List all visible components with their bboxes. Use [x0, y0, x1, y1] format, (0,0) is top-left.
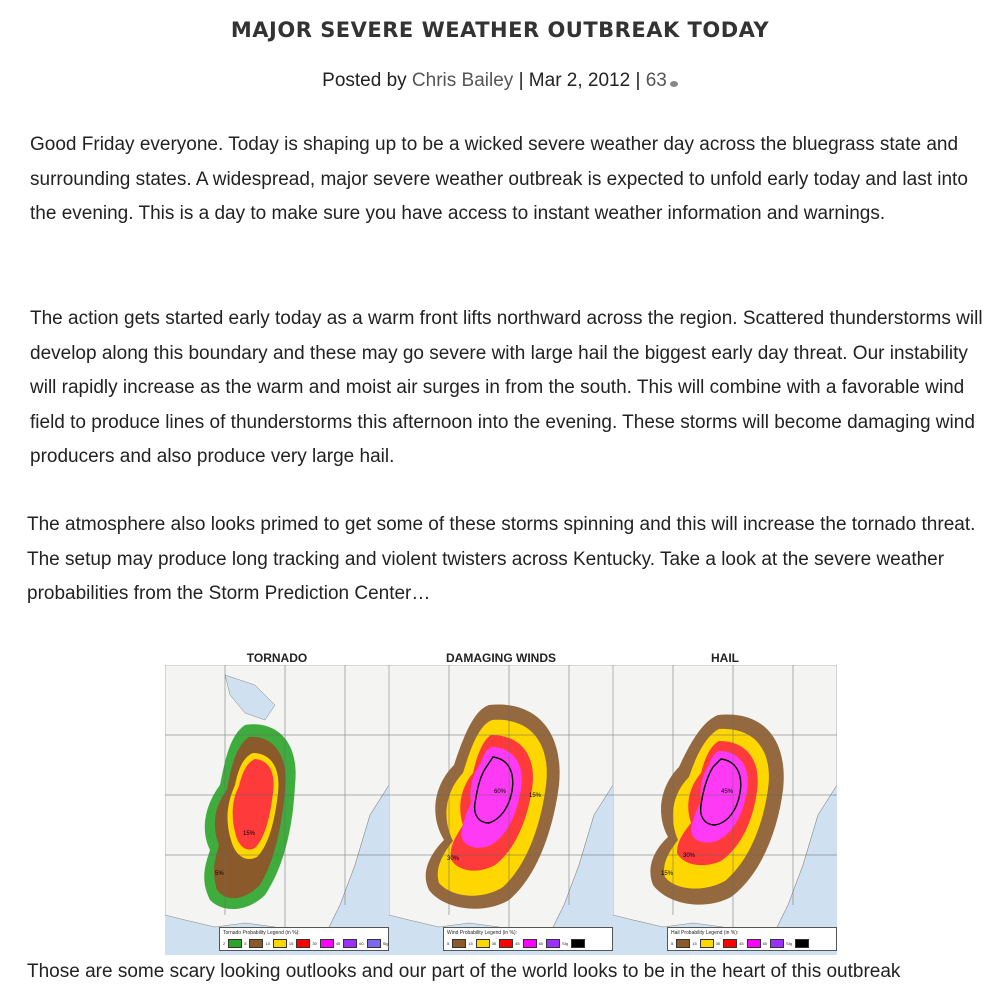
legend-swatch — [249, 939, 263, 948]
legend-swatch — [523, 939, 537, 948]
legend-label: Sig — [786, 941, 792, 946]
map-label: 45% — [721, 789, 734, 795]
map-label: 15% — [243, 831, 256, 837]
paragraph-closing: Those are some scary looking outlooks and our part of the world looks to be in the heart of this outbreak — [27, 961, 901, 982]
legend-label: 45 — [739, 941, 744, 946]
legend-hail: Hail Probability Legend (in %): 5 15 30 45 60 Sig — [667, 927, 837, 951]
legend-label: 2 — [223, 941, 226, 946]
legend-label: 10 — [265, 941, 270, 946]
legend-label: 60 — [359, 941, 364, 946]
post-title: MAJOR SEVERE WEATHER OUTBREAK TODAY — [230, 18, 770, 42]
legend-swatch — [343, 939, 357, 948]
hail-map — [613, 665, 837, 955]
meta-separator: | — [635, 70, 641, 91]
legend-label: 30 — [312, 941, 317, 946]
paragraph-action: The action gets started early today as a warm front lifts northward across the region. Scattered thunderstorms will develop along this boundary and these may go severe with large hail the biggest early day threat. Our instability will rapidly increase as the warm and moist air surges in from the south. This will combine with a favorable wind field to produce lines of thunderstorms this afternoon into the evening. These storms will become damaging wind producers and also produce very large hail. — [30, 308, 983, 467]
map-label: 15% — [661, 871, 674, 877]
panel-title-hail: HAIL — [711, 651, 739, 665]
legend-swatch — [723, 939, 737, 948]
legend-swatch — [676, 939, 690, 948]
legend-swatch — [273, 939, 287, 948]
legend-swatch — [571, 939, 585, 948]
author-link[interactable]: Chris Bailey — [411, 70, 514, 91]
legend-label: 30 — [715, 941, 721, 946]
legend-swatch — [747, 939, 761, 948]
map-label: 30% — [447, 856, 460, 862]
legend-swatch — [452, 939, 466, 948]
legend-swatch — [795, 939, 809, 948]
comment-bubble-icon — [670, 81, 678, 87]
legend-winds: Wind Probability Legend (in %): 5 15 30 45 60 Sig — [443, 927, 613, 951]
legend-label: 5 — [447, 941, 450, 946]
post-date: Mar 2, 2012 — [528, 70, 631, 91]
legend-swatch — [546, 939, 560, 948]
legend-swatch — [367, 939, 381, 948]
post-meta — [0, 70, 1000, 92]
legend-label: 5 — [244, 941, 247, 946]
map-label: 60% — [494, 789, 507, 795]
map-label: 5% — [215, 871, 224, 877]
panel-title-tornado: TORNADO — [246, 651, 308, 665]
legend-swatch — [770, 939, 784, 948]
legend-swatch — [476, 939, 490, 948]
legend-swatch — [320, 939, 334, 948]
legend-swatch — [228, 939, 242, 948]
legend-label: 15 — [468, 941, 473, 946]
map-label: 15% — [529, 793, 542, 799]
paragraph-intro: Good Friday everyone. Today is shaping up to be a wicked severe weather day across the bluegrass state and surrounding states. A widespread, major severe weather outbreak is expected to unfold early today and last into the evening. This is a day to make sure you have access to instant weather information and warnings. — [30, 134, 968, 224]
winds-map — [389, 665, 613, 955]
legend-label: 60 — [762, 941, 768, 946]
legend-label: 30 — [491, 941, 497, 946]
map-label: 30% — [683, 853, 696, 859]
legend-label: 60 — [538, 941, 544, 946]
meta-separator: | — [518, 70, 524, 91]
comment-count-link[interactable]: 63 — [646, 70, 678, 91]
legend-label: 15 — [288, 941, 294, 946]
legend-swatch — [499, 939, 513, 948]
legend-label: Sig — [382, 941, 389, 946]
paragraph-tornado-threat: The atmosphere also looks primed to get some of these storms spinning and this will increase the tornado threat. The setup may produce long tracking and violent twisters across Kentucky. Take a look at the severe weather probabilities from the Storm Prediction Center… — [27, 514, 976, 604]
legend-label: Sig — [562, 941, 568, 946]
legend-label: 45 — [335, 941, 341, 946]
legend-label: 45 — [515, 941, 520, 946]
legend-swatch — [296, 939, 310, 948]
posted-by-label: Posted by — [322, 70, 407, 91]
legend-label: 5 — [671, 941, 674, 946]
tornado-map — [165, 665, 389, 955]
legend-swatch — [700, 939, 714, 948]
panel-title-winds: DAMAGING WINDS — [446, 651, 556, 665]
legend-label: 15 — [692, 941, 697, 946]
spc-outlook-figure — [165, 643, 837, 955]
legend-tornado: Tornado Probability Legend (in %): 2 5 10 15 30 45 60 Sig — [219, 927, 389, 951]
